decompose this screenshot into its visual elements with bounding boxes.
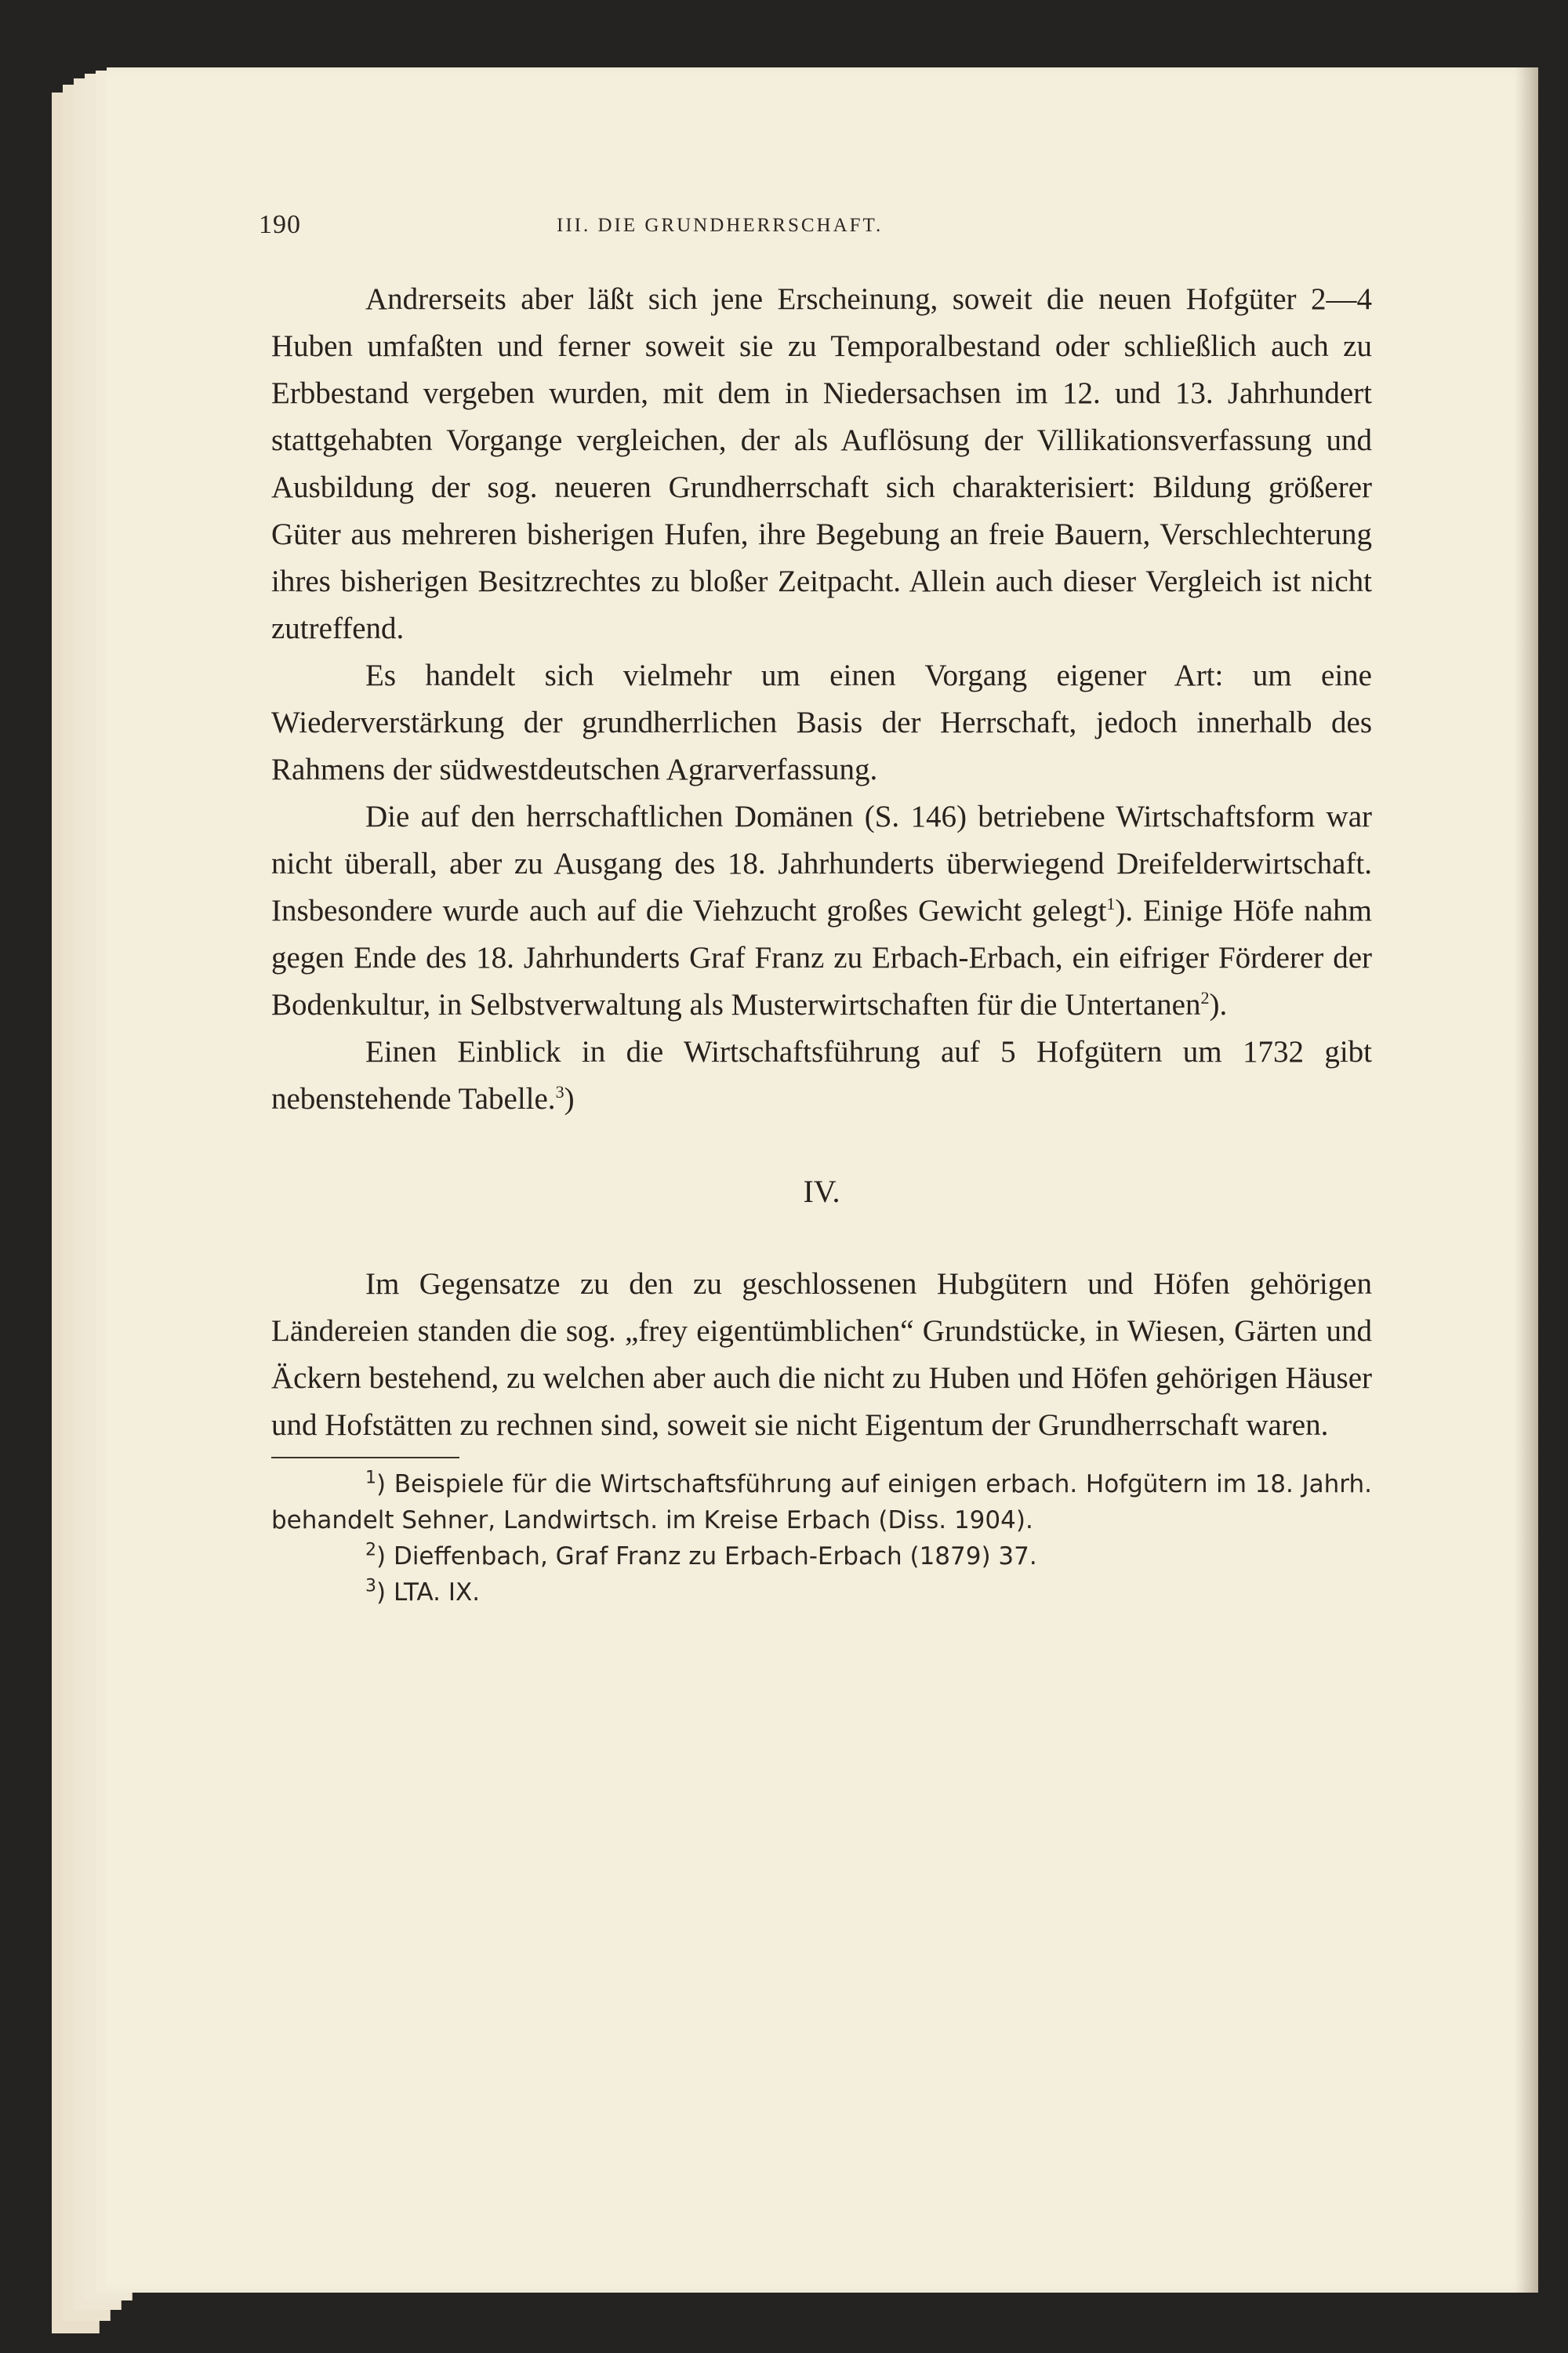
footnote-text: ) Beispiele für die Wirtschaftsführung auf einigen erbach. Hofgütern im 18. Jahrh. behandelt Sehner, Landwirtsch. im Kreise Erbach (Diss. 1904).	[271, 1470, 1372, 1534]
page-header	[259, 210, 1380, 257]
paragraph	[271, 793, 1372, 1029]
footnote-mark: 1	[365, 1468, 376, 1488]
page-number: 190	[259, 210, 301, 239]
paragraph-text: Einen Einblick in die Wirtschaftsführung auf 5 Hofgütern um 1732 gibt nebenstehende Tabelle.	[271, 1035, 1372, 1116]
footnote	[271, 1574, 1372, 1610]
body-text	[271, 276, 1372, 1610]
page-gutter-shadow	[1515, 67, 1538, 2293]
footnote	[271, 1538, 1372, 1574]
paragraph: Andrerseits aber läßt sich jene Erscheinung, soweit die neuen Hofgüter 2—4 Huben umfaßten und ferner soweit sie zu Temporalbestand oder schließlich auch zu Erbbestand vergeben wurden, mit dem in Niedersachsen im 12. und 13. Jahrhundert stattgehabten Vorgange vergleichen, der als Auflösung der Villikationsverfassung und Ausbildung der sog. neueren Grundherrschaft sich charakterisiert: Bildung größerer Güter aus mehreren bisherigen Hufen, ihre Begebung an freie Bauern, Verschlechterung ihres bisherigen Besitzrechtes zu bloßer Zeitpacht. Allein auch dieser Vergleich ist nicht zutreffend.	[271, 282, 1372, 645]
running-head: III. DIE GRUNDHERRSCHAFT.	[557, 215, 884, 236]
footnote-reference: 2	[1200, 988, 1210, 1008]
section-heading: IV.	[803, 1174, 840, 1209]
footnote	[271, 1466, 1372, 1538]
paragraph-text: Die auf den herrschaftlichen Domänen (S. 146) betriebene Wirtschaftsform war nicht überall, aber zu Ausgang des 18. Jahrhunderts überwiegend Dreifelderwirtschaft. Insbesondere wurde auch auf die Viehzucht großes Gewicht gelegt	[271, 800, 1372, 928]
paragraph-text: ).	[1209, 988, 1228, 1022]
footnote-mark: 2	[365, 1540, 376, 1560]
paragraph	[271, 1029, 1372, 1123]
footnote-reference: 3	[555, 1082, 564, 1102]
paragraph-text: ). Einige Höfe nahm gegen Ende des 18. Jahrhunderts Graf Franz zu Erbach-Erbach, ein eifriger Förderer der Bodenkultur, in Selbstverwaltung als Musterwirtschaften für die Untertanen	[271, 894, 1372, 1022]
paragraph: Im Gegensatze zu den zu geschlossenen Hubgütern und Höfen gehörigen Ländereien standen die sog. „frey eigentümblichen“ Grundstücke, in Wiesen, Gärten und Äckern bestehend, zu welchen aber auch die nicht zu Huben und Höfen gehörigen Häuser und Hofstätten zu rechnen sind, soweit sie nicht Eigentum der Grundherrschaft waren.	[271, 1267, 1372, 1442]
footnote-divider	[271, 1457, 459, 1458]
paragraph-text: )	[564, 1082, 575, 1116]
footnotes	[271, 1466, 1372, 1610]
footnote-reference: 1	[1106, 894, 1116, 913]
paragraph: Es handelt sich vielmehr um einen Vorgang eigener Art: um eine Wiederverstärkung der grundherrlichen Basis der Herrschaft, jedoch innerhalb des Rahmens der südwestdeutschen Agrarverfassung.	[271, 659, 1372, 786]
footnote-mark: 3	[365, 1576, 376, 1596]
footnote-text: ) Dieffenbach, Graf Franz zu Erbach-Erbach (1879) 37.	[376, 1542, 1037, 1570]
footnote-text: ) LTA. IX.	[376, 1578, 481, 1607]
